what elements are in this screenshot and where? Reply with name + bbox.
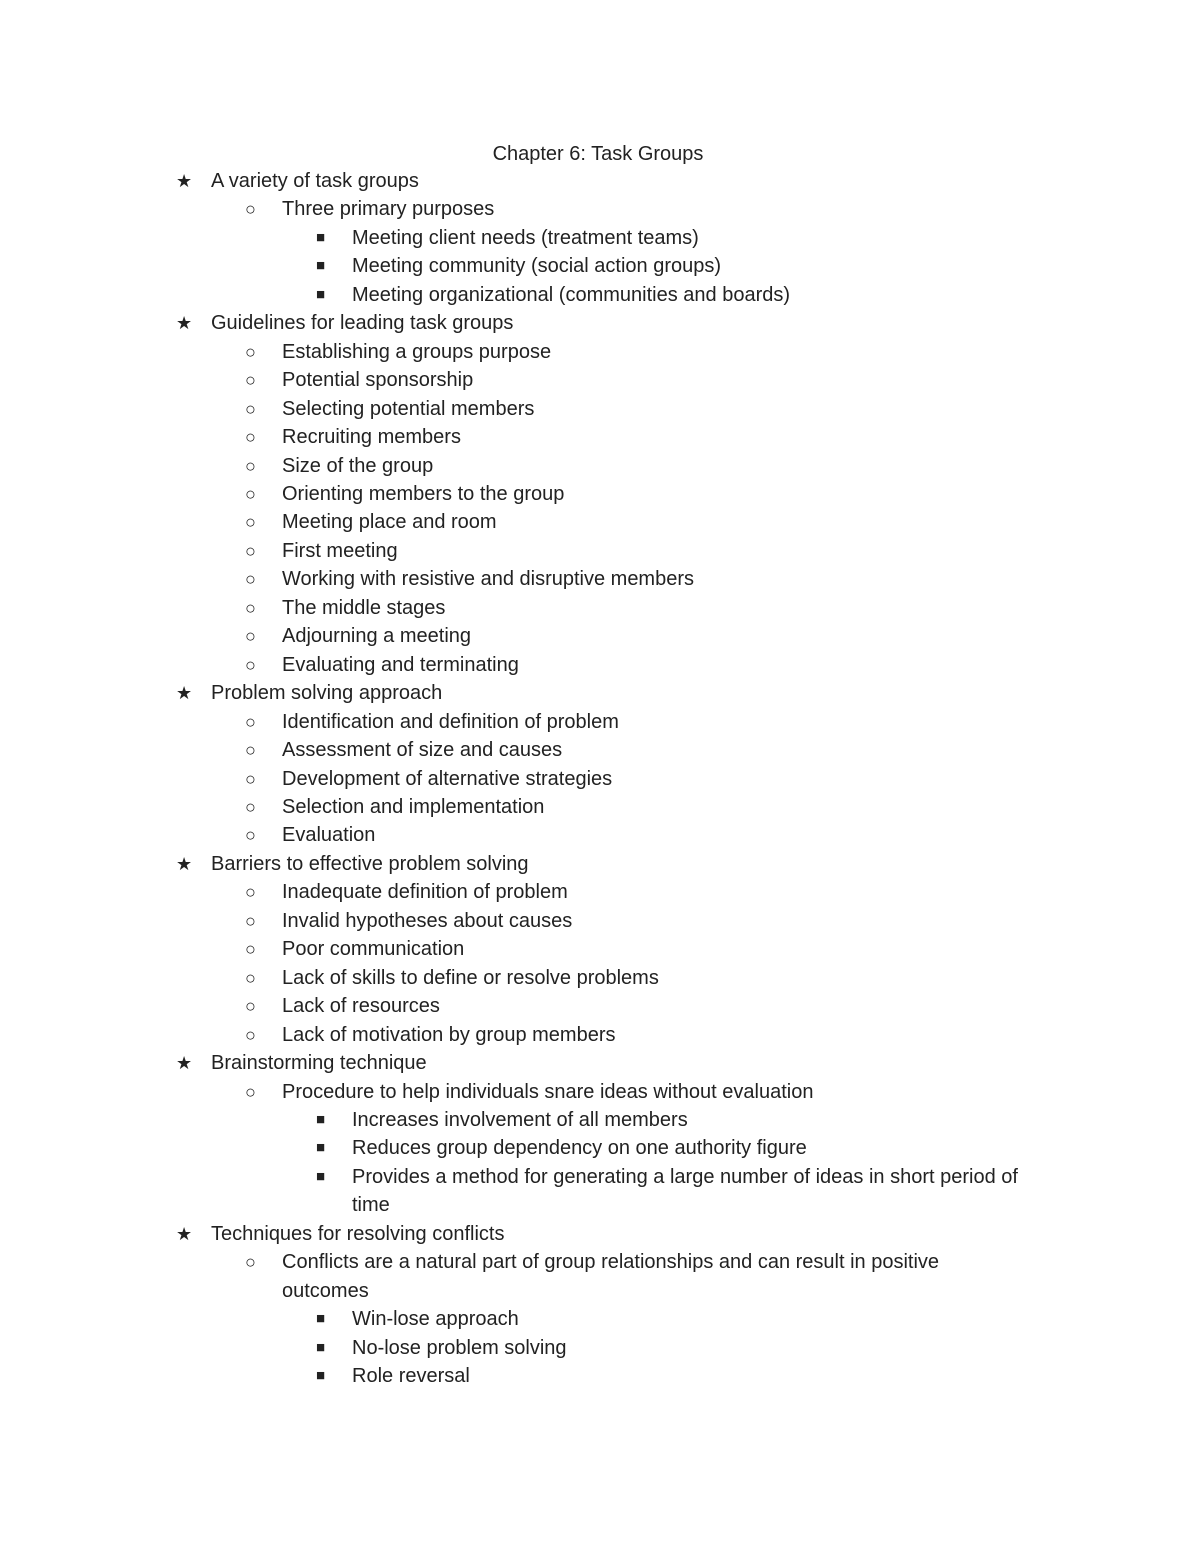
circle-bullet-icon: ○ bbox=[245, 1024, 256, 1045]
list-item-text: Evaluating and terminating bbox=[282, 653, 519, 676]
circle-bullet-icon: ○ bbox=[245, 626, 256, 647]
list-item-text: Assessment of size and causes bbox=[282, 739, 563, 762]
sub-list-item bbox=[0, 1305, 1052, 1333]
sub-list-item bbox=[0, 224, 1052, 252]
circle-bullet-icon: ○ bbox=[245, 996, 256, 1017]
sub-list bbox=[0, 708, 1200, 850]
section-heading bbox=[0, 309, 1200, 337]
list-item bbox=[0, 651, 1002, 679]
section-heading bbox=[0, 1220, 1200, 1248]
list-item-text: Conflicts are a natural part of group relationships and can result in positive outcomes bbox=[282, 1251, 940, 1302]
list-item bbox=[0, 1248, 1002, 1305]
list-item-text: The middle stages bbox=[282, 596, 446, 619]
circle-bullet-icon: ○ bbox=[245, 370, 256, 391]
page-title: Chapter 6: Task Groups bbox=[492, 143, 704, 165]
list-item-text: Procedure to help individuals snare ideas without evaluation bbox=[282, 1080, 814, 1103]
circle-bullet-icon: ○ bbox=[245, 768, 256, 789]
list-item-text: No-lose problem solving bbox=[352, 1336, 567, 1359]
square-bullet-icon: ■ bbox=[316, 228, 326, 246]
list-item-text: Adjourning a meeting bbox=[282, 625, 472, 648]
sub-list-item bbox=[0, 252, 1052, 280]
list-item-text: Development of alternative strategies bbox=[282, 767, 613, 790]
circle-bullet-icon: ○ bbox=[245, 512, 256, 533]
circle-bullet-icon: ○ bbox=[245, 796, 256, 817]
list-item bbox=[0, 195, 1002, 223]
list-item-text: Evaluation bbox=[282, 824, 376, 847]
list-item bbox=[0, 907, 1002, 935]
list-item-text: Lack of motivation by group members bbox=[282, 1023, 616, 1046]
list-item-text: Lack of skills to define or resolve problems bbox=[282, 966, 659, 989]
list-item bbox=[0, 565, 1002, 593]
list-item bbox=[0, 1078, 1002, 1106]
section-heading bbox=[0, 850, 1200, 878]
list-item bbox=[0, 935, 1002, 963]
star-bullet-icon: ★ bbox=[176, 313, 193, 334]
list-item-text: Three primary purposes bbox=[282, 198, 495, 221]
list-item bbox=[0, 537, 1002, 565]
section-heading bbox=[0, 679, 1200, 707]
circle-bullet-icon: ○ bbox=[245, 825, 256, 846]
circle-bullet-icon: ○ bbox=[245, 740, 256, 761]
list-item-text: Barriers to effective problem solving bbox=[211, 852, 529, 875]
square-bullet-icon: ■ bbox=[316, 1367, 326, 1385]
sub-list bbox=[0, 195, 1200, 309]
list-item-text: Meeting place and room bbox=[282, 511, 497, 534]
list-item bbox=[0, 622, 1002, 650]
list-item bbox=[0, 765, 1002, 793]
sub-list bbox=[0, 878, 1200, 1049]
list-item-text: Potential sponsorship bbox=[282, 369, 474, 392]
list-item bbox=[0, 1021, 1002, 1049]
sub-sub-list bbox=[0, 1106, 1200, 1220]
circle-bullet-icon: ○ bbox=[245, 654, 256, 675]
list-item-text: Establishing a groups purpose bbox=[282, 340, 552, 363]
list-item-text: Techniques for resolving conflicts bbox=[211, 1222, 505, 1245]
circle-bullet-icon: ○ bbox=[245, 540, 256, 561]
circle-bullet-icon: ○ bbox=[245, 398, 256, 419]
sub-sub-list bbox=[0, 224, 1200, 309]
list-item-text: Selecting potential members bbox=[282, 397, 535, 420]
star-bullet-icon: ★ bbox=[176, 1053, 193, 1074]
circle-bullet-icon: ○ bbox=[245, 199, 256, 220]
sub-list-item bbox=[0, 1106, 1052, 1134]
list-item bbox=[0, 821, 1002, 849]
sub-list-item bbox=[0, 1134, 1052, 1162]
list-item bbox=[0, 395, 1002, 423]
list-item-text: Selection and implementation bbox=[282, 795, 545, 818]
circle-bullet-icon: ○ bbox=[245, 1081, 256, 1102]
list-item bbox=[0, 594, 1002, 622]
list-item-text: Role reversal bbox=[352, 1365, 470, 1388]
square-bullet-icon: ■ bbox=[316, 1167, 326, 1185]
list-item bbox=[0, 480, 1002, 508]
list-item bbox=[0, 878, 1002, 906]
list-item-text: Provides a method for generating a large number of ideas in short period of time bbox=[352, 1165, 1018, 1217]
list-item bbox=[0, 708, 1002, 736]
list-item-text: Invalid hypotheses about causes bbox=[282, 909, 573, 932]
star-bullet-icon: ★ bbox=[176, 853, 193, 874]
section-heading bbox=[0, 1049, 1200, 1077]
circle-bullet-icon: ○ bbox=[245, 967, 256, 988]
list-item bbox=[0, 508, 1002, 536]
list-item-text: Meeting client needs (treatment teams) bbox=[352, 226, 699, 249]
list-item-text: Increases involvement of all members bbox=[352, 1108, 688, 1131]
circle-bullet-icon: ○ bbox=[245, 939, 256, 960]
square-bullet-icon: ■ bbox=[316, 1110, 326, 1128]
section-heading bbox=[0, 167, 1200, 195]
list-item-text: Identification and definition of problem bbox=[282, 710, 619, 733]
list-item bbox=[0, 736, 1002, 764]
list-item-text: Size of the group bbox=[282, 454, 434, 477]
list-item-text: Reduces group dependency on one authority figure bbox=[352, 1137, 807, 1160]
list-item-text: Guidelines for leading task groups bbox=[211, 312, 514, 335]
sub-list-item bbox=[0, 1362, 1052, 1390]
list-item-text: Poor communication bbox=[282, 938, 465, 961]
list-item bbox=[0, 452, 1002, 480]
sub-list bbox=[0, 338, 1200, 679]
circle-bullet-icon: ○ bbox=[245, 341, 256, 362]
list-item-text: Orienting members to the group bbox=[282, 482, 565, 505]
sub-list-item bbox=[0, 281, 1052, 309]
list-item bbox=[0, 964, 1002, 992]
circle-bullet-icon: ○ bbox=[245, 910, 256, 931]
list-item bbox=[0, 338, 1002, 366]
square-bullet-icon: ■ bbox=[316, 285, 326, 303]
star-bullet-icon: ★ bbox=[176, 1223, 193, 1244]
list-item bbox=[0, 992, 1002, 1020]
list-item-text: Working with resistive and disruptive members bbox=[282, 568, 695, 591]
circle-bullet-icon: ○ bbox=[245, 882, 256, 903]
square-bullet-icon: ■ bbox=[316, 257, 326, 275]
list-item-text: First meeting bbox=[282, 539, 398, 562]
list-item bbox=[0, 366, 1002, 394]
circle-bullet-icon: ○ bbox=[245, 711, 256, 732]
circle-bullet-icon: ○ bbox=[245, 597, 256, 618]
sub-list-item bbox=[0, 1334, 1052, 1362]
list-item-text: Inadequate definition of problem bbox=[282, 881, 568, 904]
circle-bullet-icon: ○ bbox=[245, 455, 256, 476]
circle-bullet-icon: ○ bbox=[245, 427, 256, 448]
list-item-text: Lack of resources bbox=[282, 995, 440, 1018]
list-item bbox=[0, 423, 1002, 451]
list-item-text: Win-lose approach bbox=[352, 1308, 519, 1331]
square-bullet-icon: ■ bbox=[316, 1310, 326, 1328]
square-bullet-icon: ■ bbox=[316, 1338, 326, 1356]
star-bullet-icon: ★ bbox=[176, 171, 193, 191]
sub-sub-list bbox=[0, 1305, 1200, 1390]
circle-bullet-icon: ○ bbox=[245, 483, 256, 504]
list-item-text: Brainstorming technique bbox=[211, 1052, 427, 1075]
list-item-text: Recruiting members bbox=[282, 426, 461, 449]
sub-list bbox=[0, 1078, 1200, 1220]
list-item-text: Problem solving approach bbox=[211, 682, 443, 705]
star-bullet-icon: ★ bbox=[176, 683, 193, 704]
sub-list bbox=[0, 1248, 1200, 1390]
list-item-text: Meeting organizational (communities and boards) bbox=[352, 283, 791, 306]
square-bullet-icon: ■ bbox=[316, 1139, 326, 1157]
circle-bullet-icon: ○ bbox=[245, 569, 256, 590]
circle-bullet-icon: ○ bbox=[245, 1252, 256, 1273]
list-item bbox=[0, 793, 1002, 821]
outline-list bbox=[0, 167, 1200, 1390]
sub-list-item bbox=[0, 1163, 1052, 1220]
list-item-text: Meeting community (social action groups) bbox=[352, 255, 722, 278]
list-item-text: A variety of task groups bbox=[211, 170, 419, 192]
